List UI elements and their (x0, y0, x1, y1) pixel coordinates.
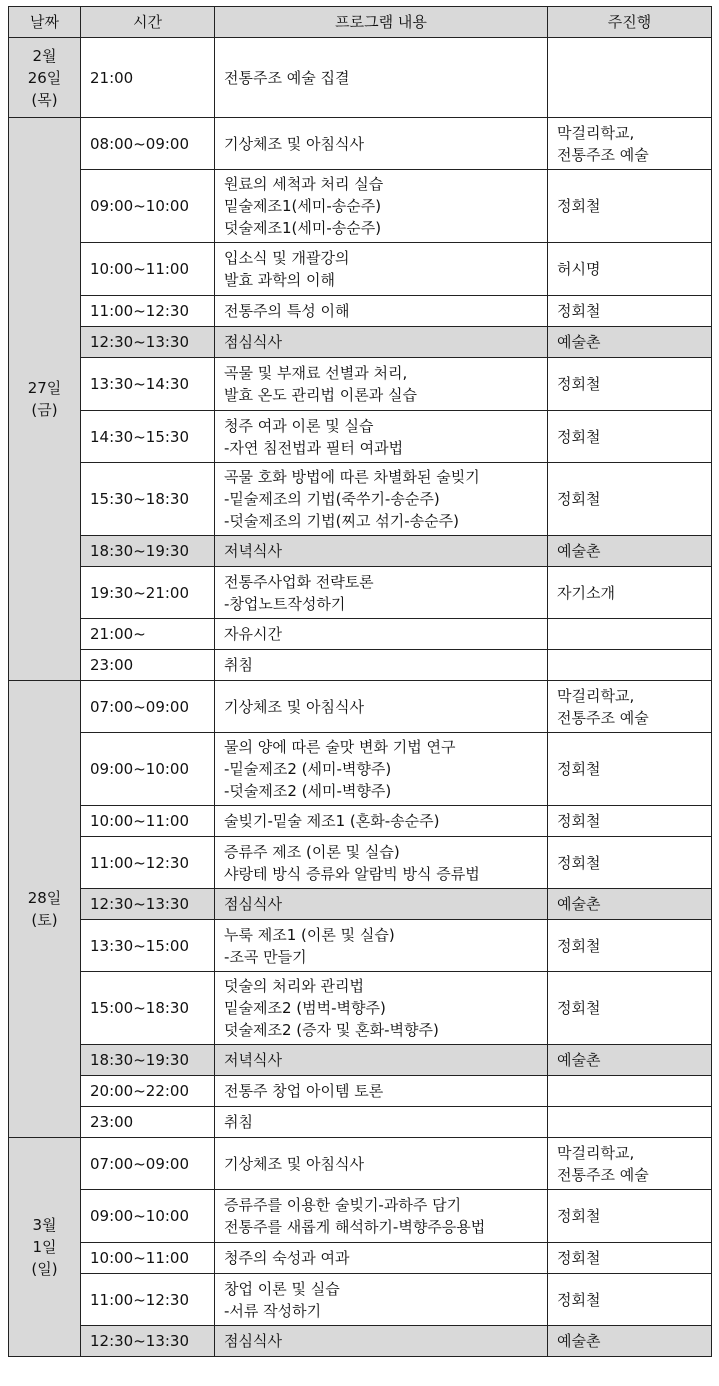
program-line: 곡물 및 부재료 선별과 처리, (224, 364, 408, 382)
program-cell (215, 1243, 548, 1274)
lead-line: 정회철 (557, 302, 601, 320)
program-line: -덧술제조의 기법(찌고 섞기-송순주) (224, 512, 459, 530)
lead-cell (548, 170, 712, 243)
lead-cell (548, 536, 712, 567)
time-cell: 14:30~15:30 (81, 411, 215, 463)
program-cell (215, 972, 548, 1045)
program-cell (215, 296, 548, 327)
date-line: (목) (31, 90, 58, 109)
lead-line: 정회철 (557, 427, 601, 446)
program-line: 청주의 숙성과 여과 (224, 1249, 350, 1267)
time-cell: 18:30~19:30 (81, 1045, 215, 1076)
time-cell: 11:00~12:30 (81, 296, 215, 327)
time-cell: 07:00~09:00 (81, 681, 215, 733)
lead-cell (548, 619, 712, 650)
program-line: 저녁식사 (224, 542, 282, 560)
time-cell: 12:30~13:30 (81, 889, 215, 920)
program-line: 입소식 및 개괄강의 (224, 249, 350, 267)
program-cell (215, 536, 548, 567)
date-line: 26일 (27, 68, 62, 87)
date-line: 3월 (32, 1216, 57, 1234)
program-cell (215, 327, 548, 358)
program-line: 밑술제조1(세미-송순주) (224, 197, 382, 215)
program-line: 덧술제조1(세미-송순주) (224, 219, 382, 237)
time-cell: 12:30~13:30 (81, 327, 215, 358)
program-line: 취침 (224, 1113, 253, 1131)
lead-line: 막걸리학교, (557, 1143, 635, 1162)
time-cell: 07:00~09:00 (81, 1138, 215, 1190)
schedule-row (9, 1107, 712, 1138)
program-cell (215, 1274, 548, 1326)
time-cell: 21:00 (81, 38, 215, 118)
lead-line: 정회철 (557, 812, 601, 830)
program-line: -덧술제조2 (세미-벽향주) (224, 782, 392, 800)
program-line: 덧술제조2 (증자 및 혼화-벽향주) (224, 1021, 439, 1039)
schedule-row (9, 1274, 712, 1326)
program-line: 증류주를 이용한 술빚기-과하주 담기 (224, 1196, 462, 1214)
program-line: 누룩 제조1 (이론 및 실습) (224, 925, 395, 944)
schedule-row (9, 1326, 712, 1357)
schedule-row (9, 733, 712, 806)
program-line: 창업 이론 및 실습 (224, 1279, 340, 1298)
lead-cell (548, 1274, 712, 1326)
time-cell: 20:00~22:00 (81, 1076, 215, 1107)
program-line: -밑술제조2 (세미-벽향주) (224, 760, 392, 778)
lead-cell (548, 889, 712, 920)
lead-line: 예술촌 (557, 895, 601, 913)
date-line: (금) (31, 401, 58, 419)
schedule-row (9, 1045, 712, 1076)
program-line: 덧술의 처리와 관리법 (224, 977, 364, 995)
schedule-row (9, 619, 712, 650)
lead-cell (548, 243, 712, 296)
program-line: 전통주조 예술 집결 (224, 68, 350, 87)
schedule-row (9, 411, 712, 463)
program-cell (215, 463, 548, 536)
date-cell (9, 38, 81, 118)
program-cell (215, 567, 548, 619)
program-line: -창업노트작성하기 (224, 594, 346, 613)
schedule-body (9, 38, 712, 1357)
program-cell (215, 243, 548, 296)
program-cell (215, 118, 548, 170)
lead-cell (548, 1190, 712, 1243)
program-cell (215, 1076, 548, 1107)
schedule-row (9, 1190, 712, 1243)
schedule-row (9, 463, 712, 536)
program-cell (215, 1190, 548, 1243)
schedule-row (9, 972, 712, 1045)
header-lead: 주진행 (548, 7, 712, 38)
date-line: (일) (31, 1260, 58, 1278)
date-cell (9, 681, 81, 1138)
lead-cell (548, 1243, 712, 1274)
program-line: 기상체조 및 아침식사 (224, 697, 364, 716)
time-cell: 11:00~12:30 (81, 1274, 215, 1326)
lead-cell (548, 411, 712, 463)
lead-cell (548, 837, 712, 889)
time-cell: 23:00 (81, 1107, 215, 1138)
date-line: 27일 (27, 379, 62, 397)
program-cell (215, 733, 548, 806)
date-cell (9, 118, 81, 681)
program-line: 점심식사 (224, 1332, 282, 1350)
lead-line: 전통주조 예술 (557, 145, 649, 164)
lead-line: 정회철 (557, 999, 601, 1017)
lead-line: 정회철 (557, 490, 601, 508)
schedule-row (9, 920, 712, 972)
program-cell (215, 1045, 548, 1076)
time-cell: 10:00~11:00 (81, 1243, 215, 1274)
schedule-row (9, 358, 712, 411)
time-cell: 21:00~ (81, 619, 215, 650)
lead-cell (548, 358, 712, 411)
lead-cell (548, 920, 712, 972)
lead-line: 정회철 (557, 197, 601, 215)
program-cell (215, 889, 548, 920)
program-line: 전통주사업화 전략토론 (224, 572, 374, 591)
header-program: 프로그램 내용 (215, 7, 548, 38)
lead-line: 정회철 (557, 936, 601, 955)
schedule-row (9, 650, 712, 681)
lead-line: 예술촌 (557, 1051, 601, 1069)
program-cell (215, 650, 548, 681)
schedule-row (9, 837, 712, 889)
program-cell (215, 1138, 548, 1190)
program-cell (215, 1326, 548, 1357)
lead-line: 전통주조 예술 (557, 708, 649, 727)
schedule-row (9, 1243, 712, 1274)
program-line: 전통주를 새롭게 해석하기-벽향주응용법 (224, 1218, 486, 1236)
lead-cell (548, 463, 712, 536)
lead-line: 정회철 (557, 1290, 601, 1309)
lead-cell (548, 1076, 712, 1107)
program-line: 기상체조 및 아침식사 (224, 134, 364, 153)
lead-line: 허시명 (557, 260, 601, 278)
schedule-row (9, 170, 712, 243)
time-cell: 18:30~19:30 (81, 536, 215, 567)
date-cell (9, 1138, 81, 1357)
program-line: 발효 온도 관리법 이론과 실습 (224, 386, 417, 404)
lead-cell (548, 806, 712, 837)
time-cell: 10:00~11:00 (81, 243, 215, 296)
lead-line: 정회철 (557, 760, 601, 778)
schedule-row (9, 536, 712, 567)
program-cell (215, 681, 548, 733)
lead-cell (548, 1045, 712, 1076)
schedule-row (9, 681, 712, 733)
lead-line: 예술촌 (557, 333, 601, 351)
program-line: 곡물 호화 방법에 따른 차별화된 술빚기 (224, 468, 480, 486)
time-cell: 15:30~18:30 (81, 463, 215, 536)
date-line: 28일 (27, 889, 62, 907)
program-line: 술빚기-밑술 제조1 (혼화-송순주) (224, 812, 440, 830)
lead-line: 전통주조 예술 (557, 1165, 649, 1184)
header-date: 날짜 (9, 7, 81, 38)
program-line: 점심식사 (224, 895, 282, 913)
schedule-row (9, 889, 712, 920)
date-line: 2월 (32, 46, 57, 65)
program-line: 자유시간 (224, 625, 282, 643)
lead-line: 정회철 (557, 1249, 601, 1267)
time-cell: 11:00~12:30 (81, 837, 215, 889)
schedule-row (9, 806, 712, 837)
time-cell: 09:00~10:00 (81, 733, 215, 806)
program-line: 원료의 세척과 처리 실습 (224, 175, 384, 193)
schedule-row (9, 567, 712, 619)
lead-cell (548, 972, 712, 1045)
schedule-row (9, 243, 712, 296)
program-line: 취침 (224, 656, 253, 674)
lead-line: 정회철 (557, 1207, 601, 1225)
schedule-row (9, 118, 712, 170)
program-cell (215, 837, 548, 889)
lead-cell (548, 1138, 712, 1190)
lead-line: 막걸리학교, (557, 123, 635, 142)
time-cell: 09:00~10:00 (81, 1190, 215, 1243)
program-line: 전통주 창업 아이템 토론 (224, 1082, 384, 1100)
lead-cell (548, 1326, 712, 1357)
time-cell: 23:00 (81, 650, 215, 681)
schedule-table (8, 6, 712, 1357)
lead-cell (548, 650, 712, 681)
program-line: 점심식사 (224, 333, 282, 351)
schedule-row (9, 1138, 712, 1190)
lead-line: 예술촌 (557, 1332, 601, 1350)
program-line: 샤랑테 방식 증류와 알람빅 방식 증류법 (224, 864, 480, 883)
schedule-row (9, 296, 712, 327)
date-line: 1일 (32, 1238, 57, 1256)
header-row (9, 7, 712, 38)
schedule-row (9, 327, 712, 358)
lead-line: 막걸리학교, (557, 686, 635, 705)
lead-line: 정회철 (557, 853, 601, 872)
program-line: -밑술제조의 기법(죽쑤기-송순주) (224, 490, 440, 508)
lead-cell (548, 38, 712, 118)
program-line: 전통주의 특성 이해 (224, 302, 350, 320)
date-line: (토) (31, 911, 58, 929)
lead-cell (548, 681, 712, 733)
program-cell (215, 411, 548, 463)
program-line: 밑술제조2 (범벅-벽향주) (224, 999, 386, 1017)
time-cell: 13:30~14:30 (81, 358, 215, 411)
schedule-row (9, 1076, 712, 1107)
schedule-row (9, 38, 712, 118)
program-cell (215, 920, 548, 972)
time-cell: 13:30~15:00 (81, 920, 215, 972)
program-line: -서류 작성하기 (224, 1301, 322, 1320)
time-cell: 10:00~11:00 (81, 806, 215, 837)
lead-line: 자기소개 (557, 583, 615, 602)
program-line: -조곡 만들기 (224, 947, 307, 966)
lead-cell (548, 327, 712, 358)
lead-cell (548, 1107, 712, 1138)
lead-cell (548, 733, 712, 806)
lead-line: 예술촌 (557, 542, 601, 560)
time-cell: 08:00~09:00 (81, 118, 215, 170)
program-cell (215, 38, 548, 118)
program-cell (215, 1107, 548, 1138)
program-cell (215, 806, 548, 837)
program-line: 저녁식사 (224, 1051, 282, 1069)
program-cell (215, 170, 548, 243)
header-time: 시간 (81, 7, 215, 38)
program-line: 물의 양에 따른 술맛 변화 기법 연구 (224, 738, 456, 756)
time-cell: 15:00~18:30 (81, 972, 215, 1045)
program-line: -자연 침전법과 필터 여과법 (224, 438, 404, 457)
program-line: 증류주 제조 (이론 및 실습) (224, 842, 400, 861)
program-line: 발효 과학의 이해 (224, 271, 335, 289)
lead-cell (548, 567, 712, 619)
lead-line: 정회철 (557, 375, 601, 393)
time-cell: 09:00~10:00 (81, 170, 215, 243)
program-line: 청주 여과 이론 및 실습 (224, 416, 374, 435)
lead-cell (548, 296, 712, 327)
program-line: 기상체조 및 아침식사 (224, 1154, 364, 1173)
time-cell: 19:30~21:00 (81, 567, 215, 619)
program-cell (215, 358, 548, 411)
time-cell: 12:30~13:30 (81, 1326, 215, 1357)
program-cell (215, 619, 548, 650)
lead-cell (548, 118, 712, 170)
